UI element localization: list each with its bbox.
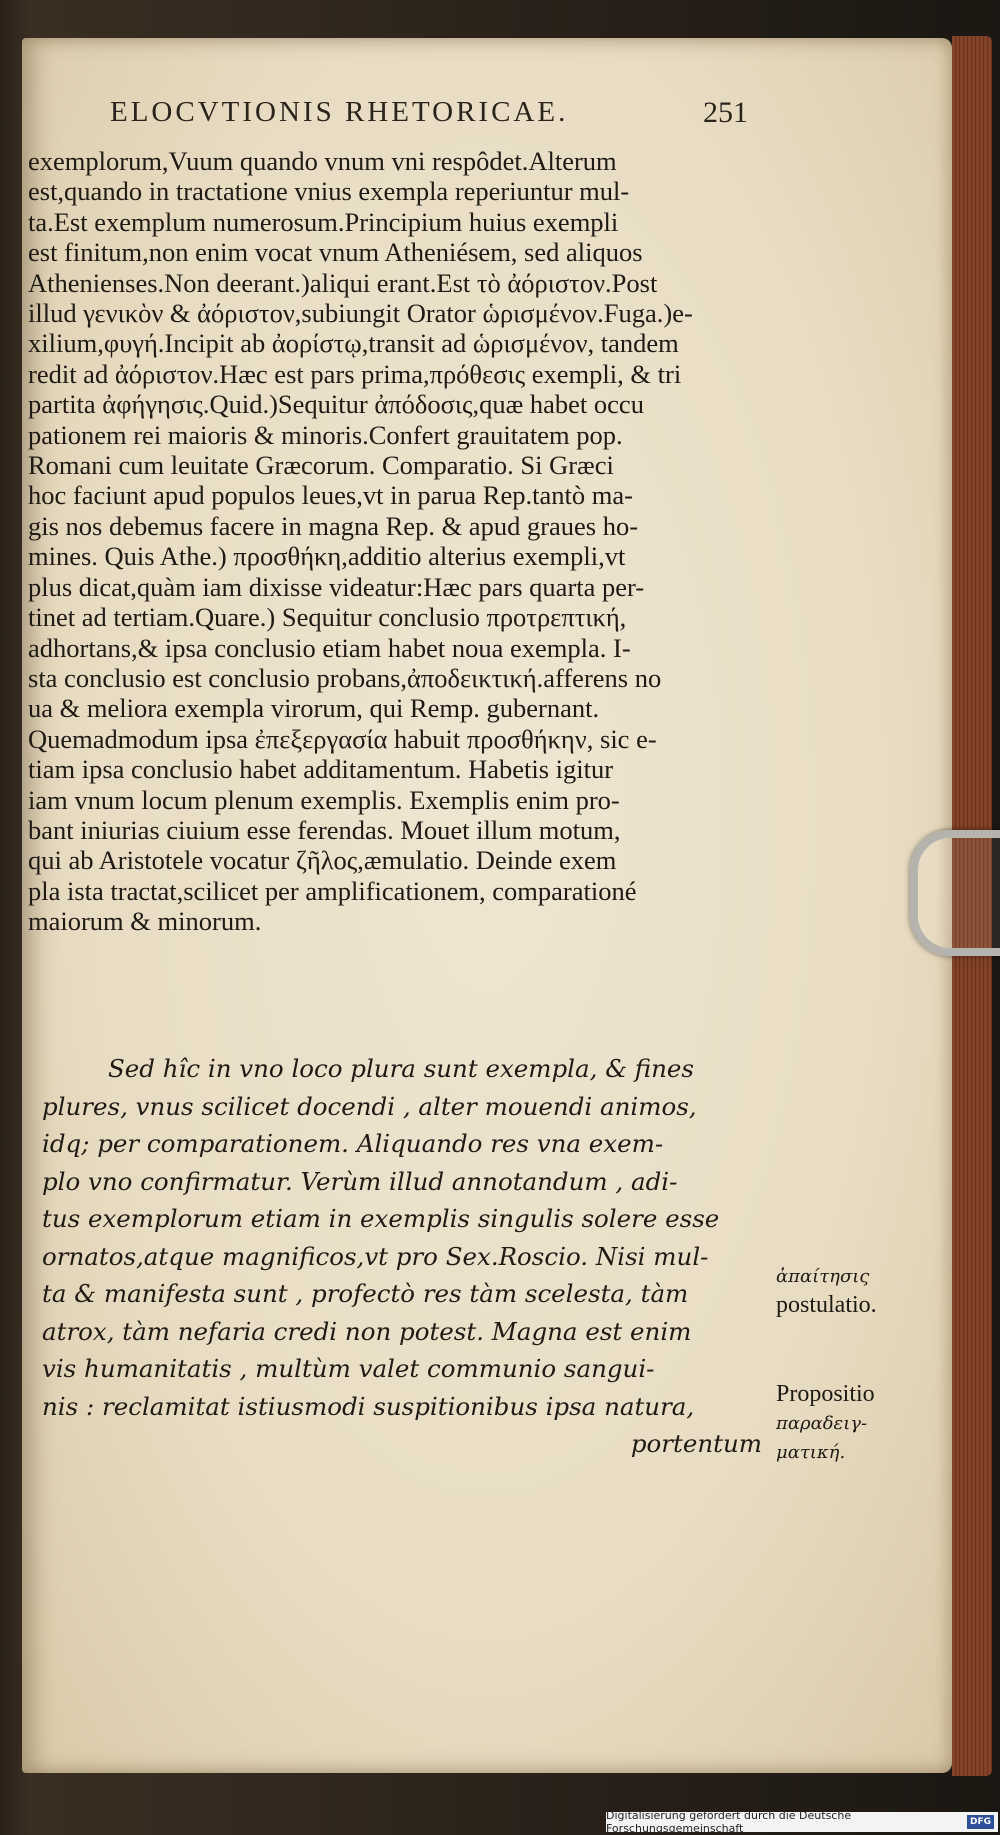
text-line: ta & manifesta sunt , profectò res tàm scelesta, tàm [42, 1279, 689, 1308]
margin-latin: Propositio [776, 1381, 875, 1407]
margin-latin: postulatio. [776, 1292, 877, 1318]
text-line: plus dicat,quàm iam dixisse videatur:Hæc pars quarta per- [28, 571, 645, 602]
text-line: tus exemplorum etiam in exemplis singulis solere esse [42, 1204, 720, 1233]
text-line: Sed hîc in vno loco plura sunt exempla, & fines [108, 1054, 694, 1083]
text-line: exemplorum,Vuum quando vnum vni respôdet.Alterum [28, 146, 617, 176]
text-line: est,quando in tractatione vnius exempla reperiuntur mul- [28, 176, 630, 207]
text-line: hoc faciunt apud populos leues,vt in parua Rep.tantò ma- [28, 480, 633, 511]
text-line: bant iniurias ciuium esse ferendas. Mouet illum motum, [28, 814, 621, 845]
body-italic-text [42, 1050, 762, 1463]
text-line: qui ab Aristotele vocatur ζῆλος,æmulatio. Deinde exem [28, 845, 617, 876]
text-line: Quemadmodum ipsa ἐπεξεργασία habuit προσθήκην, sic e- [28, 723, 657, 754]
text-line: tiam ipsa conclusio habet additamentum. Habetis igitur [28, 754, 614, 785]
text-line: pationem rei maioris & minoris.Confert grauitatem pop. [28, 419, 623, 450]
margin-greek: ἀπαίτησις [776, 1266, 870, 1287]
text-line: maiorum & minorum. [28, 906, 262, 937]
text-line: Romani cum leuitate Græcorum. Comparatio. Si Græci [28, 450, 614, 481]
footer-credit [606, 1809, 998, 1835]
running-title: ELOCVTIONIS RHETORICAE. [110, 96, 569, 128]
text-line: xilium,φυγή.Incipit ab ἀορίστῳ,transit ad ὡρισμένον, tandem [28, 328, 679, 359]
text-line: atrox, tàm nefaria credi non potest. Magna est enim [42, 1316, 692, 1346]
margin-note-propositio [776, 1380, 875, 1467]
running-head [110, 96, 770, 129]
footer-credit-text: Digitalisierung gefördert durch die Deutsche Forschungsgemeinschaft [606, 1809, 852, 1835]
text-line: plures, vnus scilicet docendi , alter mouendi animos, [42, 1091, 697, 1121]
text-line: plo vno confirmatur. Verùm illud annotandum , adi- [42, 1166, 678, 1196]
text-line: vis humanitatis , multùm valet communio sangui- [42, 1354, 655, 1383]
catchword: portentum [630, 1429, 762, 1458]
text-line: ta.Est exemplum numerosum.Principium huius exempli [28, 206, 619, 237]
body-roman-text [28, 146, 768, 937]
page-number: 251 [703, 96, 748, 129]
text-line: adhortans,& ipsa conclusio etiam habet noua exempla. I- [28, 632, 631, 663]
text-line: mines. Quis Athe.) προσθήκη,additio alterius exempli,vt [28, 541, 626, 572]
page-clip [910, 830, 1000, 956]
text-line: est finitum,non enim vocat vnum Atheniésem, sed aliquos [28, 237, 643, 268]
text-line: sta conclusio est conclusio probans,ἀποδεικτική.afferens no [28, 662, 662, 693]
text-line: idq; per comparationem. Aliquando res vna exem- [42, 1129, 664, 1158]
text-line: nis : reclamitat istiusmodi suspitionibus ipsa natura, [42, 1391, 695, 1421]
text-line: ornatos,atque magnificos,vt pro Sex.Roscio. Nisi mul- [42, 1241, 709, 1271]
margin-greek: παραδειγ- [776, 1413, 868, 1434]
margin-note-postulatio [776, 1262, 877, 1320]
text-line: Athenienses.Non deerant.)aliqui erant.Est τὸ ἀόριστον.Post [28, 267, 658, 298]
text-line: redit ad ἀόριστον.Hæc est pars prima,πρόθεσις exempli, & tri [28, 358, 682, 389]
dfg-logo-icon: DFG [967, 1815, 994, 1829]
text-line: tinet ad tertiam.Quare.) Sequitur conclusio προτρεπτική, [28, 602, 627, 633]
text-line: pla ista tractat,scilicet per amplificationem, comparationé [28, 875, 637, 906]
text-line: illud γενικὸν & ἀόριστον,subiungit Orator ὡρισμένον.Fuga.)e- [28, 298, 693, 329]
text-line: iam vnum locum plenum exemplis. Exemplis enim pro- [28, 784, 620, 815]
text-line: ua & meliora exempla virorum, qui Remp. gubernant. [28, 693, 600, 724]
text-line: partita ἀφήγησις.Quid.)Sequitur ἀπόδοσις,quæ habet occu [28, 389, 644, 420]
margin-greek: ματική. [776, 1442, 846, 1463]
text-line: gis nos debemus facere in magna Rep. & apud graues ho- [28, 510, 639, 541]
